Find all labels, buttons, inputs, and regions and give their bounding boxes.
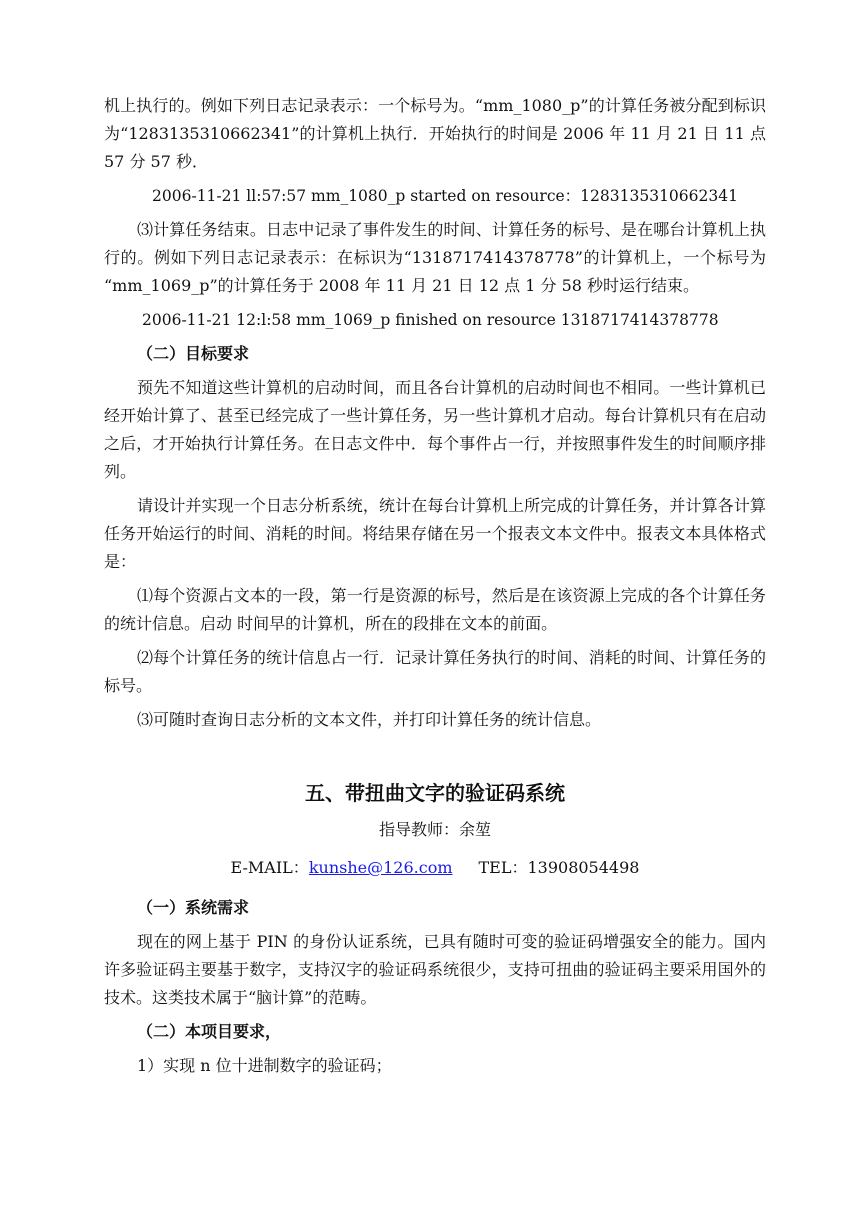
paragraph-startup: 预先不知道这些计算机的启动时间，而且各台计算机的启动时间也不相同。一些计算机已经开始计算了、甚至已经完成了一些计算任务，另一些计算机才启动。每台计算机只有在启动之后，才开始执行计算任务。在日志文件中．每个事件占一行，并按照事件发生的时间顺序排列。 (104, 378, 766, 481)
contact-line (104, 854, 766, 882)
list-item-1: 1）实现 n 位十进制数字的验证码； (137, 1056, 392, 1075)
paragraph-format-2: ⑵每个计算任务的统计信息占一行．记录计算任务执行的时间、消耗的时间、计算任务的标号。 (104, 648, 766, 695)
paragraph-format-3: ⑶可随时查询日志分析的文本文件，并打印计算任务的统计信息。 (137, 710, 602, 729)
paragraph-format-1: ⑴每个资源占文本的一段，第一行是资源的标号，然后是在该资源上完成的各个计算任务的统计信息。启动 时间早的计算机，所在的段排在文本的前面。 (104, 586, 766, 633)
document-page (104, 92, 766, 1080)
subheading-requirements: （一）系统需求 (137, 898, 250, 917)
subheading-project: （二）本项目要求， (137, 1022, 282, 1041)
subheading-goal: （二）目标要求 (137, 344, 250, 363)
paragraph-captcha-intro: 现在的网上基于 PIN 的身份认证系统，已具有随时可变的验证码增强安全的能力。国内许多验证码主要基于数字，支持汉字的验证码系统很少，支持可扭曲的验证码主要采用国外的技术。这类技术属于“脑计算”的范畴。 (104, 932, 766, 1007)
log-line-started: 2006-11-21 ll:57:57 mm_1080_p started on resource：1283135310662341 (152, 187, 738, 205)
email-label: E-MAIL： (230, 858, 309, 877)
tel-text: TEL：13908054498 (478, 858, 640, 877)
paragraph-design: 请设计并实现一个日志分析系统，统计在每台计算机上所完成的计算任务，并计算各计算任务开始运行的时间、消耗的时间。将结果存储在另一个报表文本文件中。报表文本具体格式是： (104, 496, 766, 571)
log-line-finished: 2006-11-21 12:l:58 mm_1069_p finished on resource 1318717414378778 (142, 311, 719, 329)
paragraph-task-end: ⑶计算任务结束。日志中记录了事件发生的时间、计算任务的标号、是在哪台计算机上执行的。例如下列日志记录表示：在标识为“1318717414378778”的计算机上，一个标号为 “mm_1069_p”的计算任务于 2008 年 11 月 21 日 12 点 1 分 58 秒时运行结束。 (104, 220, 766, 295)
advisor-line: 指导教师：余堃 (378, 820, 491, 839)
section-title: 五、带扭曲文字的验证码系统 (305, 781, 565, 805)
email-link[interactable]: kunshe@126.com (308, 858, 453, 877)
paragraph-log-start-example: 机上执行的。例如下列日志记录表示：一个标号为。“mm_1080_p”的计算任务被分配到标识为“1283135310662341”的计算机上执行．开始执行的时间是 2006 年 11 月 21 日 11 点 57 分 57 秒． (104, 96, 766, 171)
